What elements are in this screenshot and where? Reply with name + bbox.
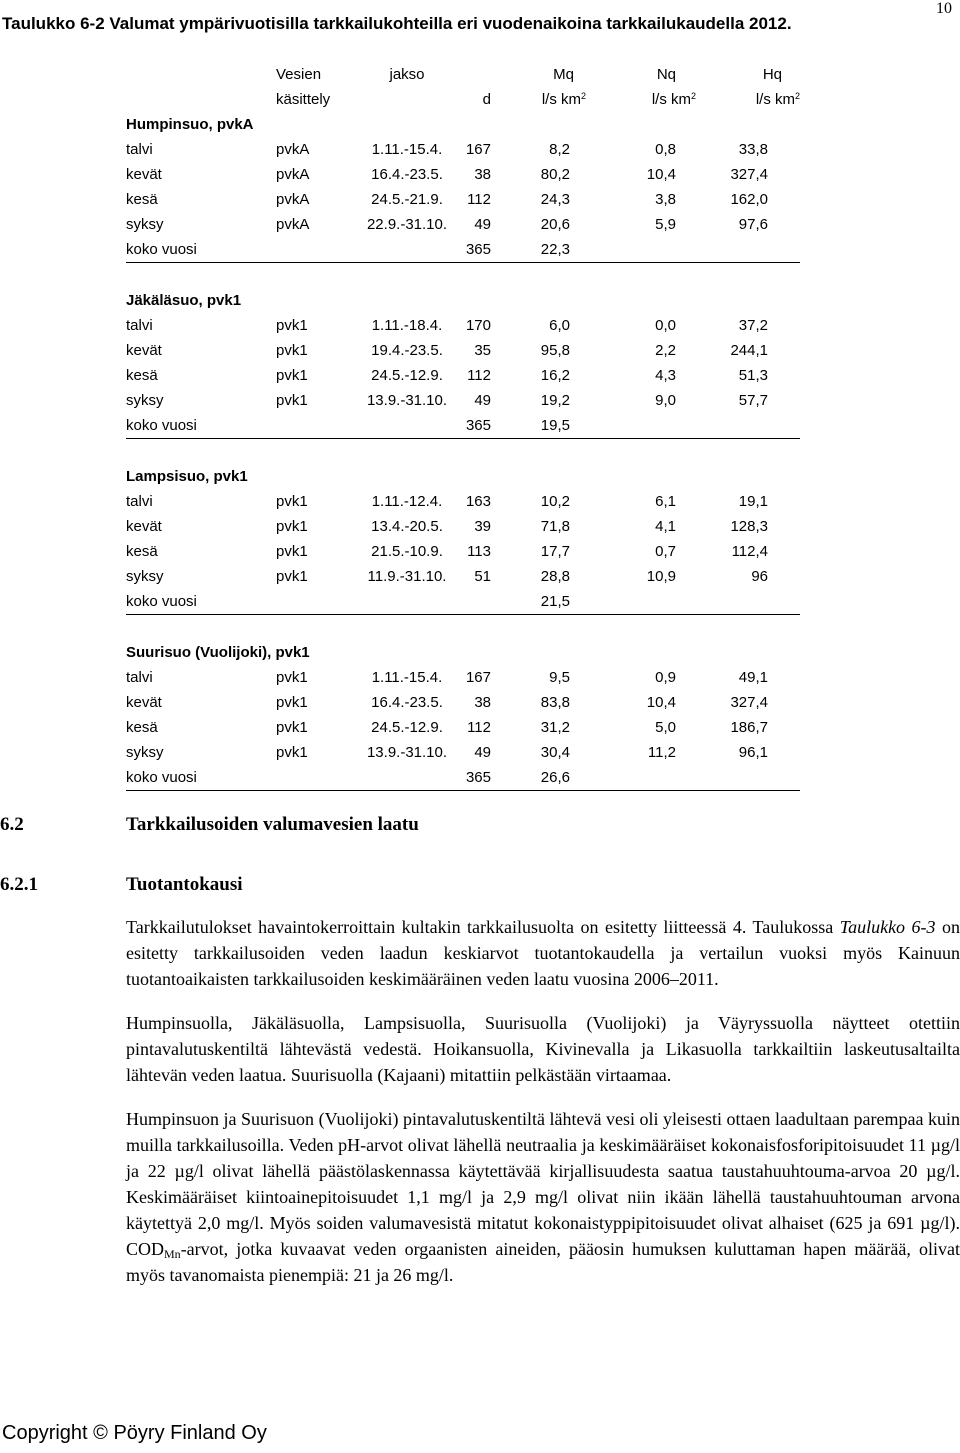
treatment-cell: pvk1 [276, 568, 308, 585]
mq-cell: 19,2 [540, 392, 570, 409]
table-caption: Taulukko 6-2 Valumat ympärivuotisilla tarkkailukohteilla eri vuodenaikoina tarkkailukaudella 2012. [2, 14, 792, 33]
table-row [126, 514, 800, 539]
nq-cell: 11,2 [647, 744, 676, 761]
season-cell: kesä [126, 191, 158, 208]
treatment-cell: pvk1 [276, 669, 308, 686]
table-row [126, 388, 800, 413]
treatment-cell: pvk1 [276, 719, 308, 736]
hq-cell: 37,2 [738, 317, 768, 334]
days-cell: 163 [465, 493, 491, 510]
empty-cell [586, 413, 696, 439]
nq-cell: 2,2 [655, 342, 676, 359]
copyright-footer: Copyright © Pöyry Finland Oy [2, 1422, 267, 1444]
header-nq: Nq [656, 66, 676, 83]
hq-cell: 96,1 [738, 744, 768, 761]
table-row [126, 665, 800, 690]
treatment-cell: pvkA [276, 166, 310, 183]
table-total-row [126, 765, 800, 791]
season-cell: kevät [126, 342, 162, 359]
page-number: 10 [936, 0, 952, 17]
empty-cell [696, 765, 800, 791]
period-cell: 1.11.-18.4. [371, 317, 443, 334]
hq-cell: 128,3 [730, 518, 768, 535]
treatment-cell: pvk1 [276, 543, 308, 560]
subsection-number: 6.2.1 [0, 874, 38, 895]
treatment-cell: pvk1 [276, 342, 308, 359]
table-row [126, 715, 800, 740]
header-d: d [482, 91, 491, 108]
hq-cell: 244,1 [730, 342, 768, 359]
total-label: koko vuosi [126, 589, 456, 615]
days-cell: 35 [474, 342, 491, 359]
period-cell: 11.9.-31.10. [367, 568, 447, 585]
site-name: Jäkäläsuo, pvk1 [126, 292, 242, 309]
empty-cell [586, 765, 696, 791]
days-cell: 38 [474, 694, 491, 711]
period-cell: 1.11.-12.4. [371, 493, 443, 510]
hq-cell: 186,7 [730, 719, 768, 736]
days-cell: 38 [474, 166, 491, 183]
total-mq: 21,5 [491, 589, 586, 615]
header-nq-unit: l/s $km^2$ [651, 91, 696, 108]
nq-cell: 0,7 [655, 543, 676, 560]
table-row [126, 162, 800, 187]
hq-cell: 97,6 [738, 216, 768, 233]
period-cell: 16.4.-23.5. [371, 694, 443, 711]
days-cell: 170 [465, 317, 491, 334]
nq-cell: 9,0 [655, 392, 676, 409]
season-cell: syksy [126, 744, 164, 761]
treatment-cell: pvk1 [276, 744, 308, 761]
period-cell: 1.11.-15.4. [371, 669, 443, 686]
mq-cell: 17,7 [540, 543, 570, 560]
hq-cell: 57,7 [738, 392, 768, 409]
table-spacer [126, 263, 800, 289]
total-mq: 26,6 [491, 765, 586, 791]
treatment-cell: pvk1 [276, 317, 308, 334]
period-cell: 24.5.-21.9. [371, 191, 443, 208]
period-cell: 13.9.-31.10. [366, 744, 448, 761]
section-heading [0, 814, 419, 836]
days-cell: 112 [467, 191, 491, 208]
treatment-cell: pvkA [276, 191, 310, 208]
header-mq: Mq [553, 66, 574, 83]
paragraph: Humpinsuolla, Jäkäläsuolla, Lampsisuolla, Suurisuolla (Vuolijoki) ja Väyryssuolla näytteet otettiin pintavalutuskentiltä lähtevästä vedestä. Hoikansuolla, Kivinevalla ja Likasuolla tarkkailtiin laskeutusaltailta lähtevän veden laatua. Suurisuolla (Kajaani) mitattiin pelkästään virtaamaa. [126, 1013, 960, 1085]
season-cell: talvi [126, 669, 153, 686]
nq-cell: 5,0 [655, 719, 676, 736]
period-cell: 19.4.-23.5. [371, 342, 443, 359]
days-cell: 49 [474, 744, 491, 761]
period-cell: 16.4.-23.5. [371, 166, 443, 183]
mq-cell: 9,5 [549, 669, 570, 686]
period-cell: 13.9.-31.10. [366, 392, 448, 409]
paragraph: Tarkkailutulokset havaintokerroittain kultakin tarkkailusuolta on esitetty liitteessä 4. Taulukossa Taulukko 6-3 on esitetty tarkkailusoiden veden laadun keskiarvot tuotantokaudella ja vertailun vuoksi myös Kainuun tuotantoaikaisten tarkkailusoiden keskimääräinen veden laatu vuosina 2006–2011. [126, 917, 960, 989]
empty-cell [696, 237, 800, 263]
season-cell: kevät [126, 694, 162, 711]
paragraph: Humpinsuon ja Suurisuon (Vuolijoki) pintavalutuskentiltä lähtevä vesi oli yleisesti ottaen laadultaan parempaa kuin muilla tarkkailusoilla. Veden pH-arvot olivat lähellä neutraalia ja keskimääräiset kokonaisfosforipitoisuudet 11 µg/l ja 22 µg/l olivat lähellä päästölaskennassa käytettävää kirjallisuudesta saatua taustahuuhtouma-arvoa 20 µg/l. Keskimääräiset kiintoainepitoisuudet 1,1 mg/l ja 2,9 mg/l olivat niin ikään lähellä taustahuuhtouman arvona käytettyä 2,0 mg/l. Myös soiden valumavesistä mitatut kokonaistyppipitoisuudet olivat alhaiset (625 ja 691 µg/l). $COD_{Mn}$-arvot, jotka kuvaavat veden orgaanisten aineiden, pääosin humuksen kuluttaman hapen määrää, olivat myös tavanomaista pienempiä: 21 ja 26 mg/l. [126, 1109, 960, 1285]
mq-cell: 8,2 [549, 141, 570, 158]
treatment-cell: pvk1 [276, 367, 308, 384]
mq-cell: 71,8 [540, 518, 570, 535]
table-row [126, 338, 800, 363]
nq-cell: 3,8 [655, 191, 676, 208]
section-number: 6.2 [0, 814, 24, 835]
treatment-cell: pvk1 [276, 694, 308, 711]
period-cell: 1.11.-15.4. [371, 141, 443, 158]
nq-cell: 6,1 [655, 493, 676, 510]
section-title: Tarkkailusoiden valumavesien laatu [126, 814, 419, 835]
mq-cell: 24,3 [540, 191, 570, 208]
mq-cell: 30,4 [540, 744, 570, 761]
header-mq-unit: l/s $km^2$ [541, 91, 586, 108]
season-cell: talvi [126, 141, 153, 158]
table-row [126, 137, 800, 162]
runoff-table [126, 62, 800, 791]
hq-cell: 162,0 [730, 191, 768, 208]
table-row [126, 363, 800, 388]
nq-cell: 10,4 [646, 694, 676, 711]
header-jakso: jakso [389, 66, 425, 83]
season-cell: kevät [126, 166, 162, 183]
nq-cell: 10,4 [646, 166, 676, 183]
header-hq: Hq [762, 66, 782, 83]
table-total-row [126, 589, 800, 615]
subsection-title: Tuotantokausi [126, 874, 243, 895]
total-days [456, 589, 491, 615]
hq-cell: 33,8 [738, 141, 768, 158]
empty-cell [696, 413, 800, 439]
days-cell: 39 [474, 518, 491, 535]
hq-cell: 49,1 [738, 669, 768, 686]
mq-cell: 80,2 [540, 166, 570, 183]
site-name: Suurisuo (Vuolijoki), pvk1 [126, 644, 310, 661]
days-cell: 112 [467, 719, 491, 736]
nq-cell: 10,9 [646, 568, 676, 585]
treatment-cell: pvk1 [276, 392, 308, 409]
days-cell: 49 [474, 216, 491, 233]
days-cell: 49 [474, 392, 491, 409]
subsection-heading [0, 874, 243, 896]
period-cell: 24.5.-12.9. [371, 367, 443, 384]
table-row [126, 740, 800, 765]
hq-cell: 327,4 [730, 694, 768, 711]
table-row [126, 690, 800, 715]
table-spacer [126, 615, 800, 641]
body-text [126, 914, 960, 1306]
nq-cell: 0,9 [655, 669, 676, 686]
season-cell: talvi [126, 317, 153, 334]
header-hq-unit: l/s $km^2$ [755, 91, 800, 108]
period-cell: 24.5.-12.9. [371, 719, 443, 736]
mq-cell: 10,2 [540, 493, 570, 510]
period-cell: 21.5.-10.9. [371, 543, 443, 560]
total-days: 365 [456, 237, 491, 263]
table-row [126, 212, 800, 237]
mq-cell: 95,8 [540, 342, 570, 359]
treatment-cell: pvk1 [276, 518, 308, 535]
empty-cell [696, 589, 800, 615]
days-cell: 167 [465, 669, 491, 686]
table-reference-link[interactable]: Taulukko 6-3 [839, 917, 936, 937]
total-label: koko vuosi [126, 765, 456, 791]
treatment-cell: pvkA [276, 141, 310, 158]
total-mq: 22,3 [491, 237, 586, 263]
table-total-row [126, 237, 800, 263]
days-cell: 51 [474, 568, 491, 585]
nq-cell: 5,9 [655, 216, 676, 233]
table-row [126, 564, 800, 589]
hq-cell: 96 [751, 568, 768, 585]
empty-cell [586, 589, 696, 615]
season-cell: syksy [126, 392, 164, 409]
table-row [126, 187, 800, 212]
table-row [126, 489, 800, 514]
season-cell: kesä [126, 543, 158, 560]
total-mq: 19,5 [491, 413, 586, 439]
season-cell: kesä [126, 367, 158, 384]
hq-cell: 327,4 [730, 166, 768, 183]
table-row [126, 313, 800, 338]
mq-cell: 83,8 [540, 694, 570, 711]
header-kasittely: käsittely [276, 91, 331, 108]
mq-cell: 16,2 [540, 367, 570, 384]
table-header-row [126, 62, 800, 87]
nq-cell: 0,8 [655, 141, 676, 158]
total-label: koko vuosi [126, 413, 456, 439]
mq-cell: 31,2 [540, 719, 570, 736]
mq-cell: 28,8 [540, 568, 570, 585]
empty-cell [586, 237, 696, 263]
season-cell: kesä [126, 719, 158, 736]
total-days: 365 [456, 413, 491, 439]
hq-cell: 112,4 [731, 543, 768, 560]
header-vesien: Vesien [276, 66, 322, 83]
period-cell: 13.4.-20.5. [371, 518, 443, 535]
days-cell: 112 [467, 367, 491, 384]
treatment-cell: pvkA [276, 216, 310, 233]
table-row [126, 539, 800, 564]
treatment-cell: pvk1 [276, 493, 308, 510]
site-name: Humpinsuo, pvkA [126, 116, 254, 133]
season-cell: syksy [126, 216, 164, 233]
total-days: 365 [456, 765, 491, 791]
table-header-row-units [126, 87, 800, 112]
nq-cell: 4,1 [655, 518, 676, 535]
mq-cell: 6,0 [549, 317, 570, 334]
total-label: koko vuosi [126, 237, 456, 263]
days-cell: 113 [467, 543, 491, 560]
table-total-row [126, 413, 800, 439]
table-group-title [126, 464, 800, 489]
table-spacer [126, 439, 800, 465]
nq-cell: 4,3 [655, 367, 676, 384]
nq-cell: 0,0 [655, 317, 676, 334]
mq-cell: 20,6 [540, 216, 570, 233]
season-cell: kevät [126, 518, 162, 535]
season-cell: syksy [126, 568, 164, 585]
table-group-title [126, 112, 800, 137]
period-cell: 22.9.-31.10. [366, 216, 448, 233]
table-group-title [126, 640, 800, 665]
days-cell: 167 [465, 141, 491, 158]
hq-cell: 19,1 [738, 493, 768, 510]
table-group-title [126, 288, 800, 313]
hq-cell: 51,3 [738, 367, 768, 384]
site-name: Lampsisuo, pvk1 [126, 468, 248, 485]
season-cell: talvi [126, 493, 153, 510]
